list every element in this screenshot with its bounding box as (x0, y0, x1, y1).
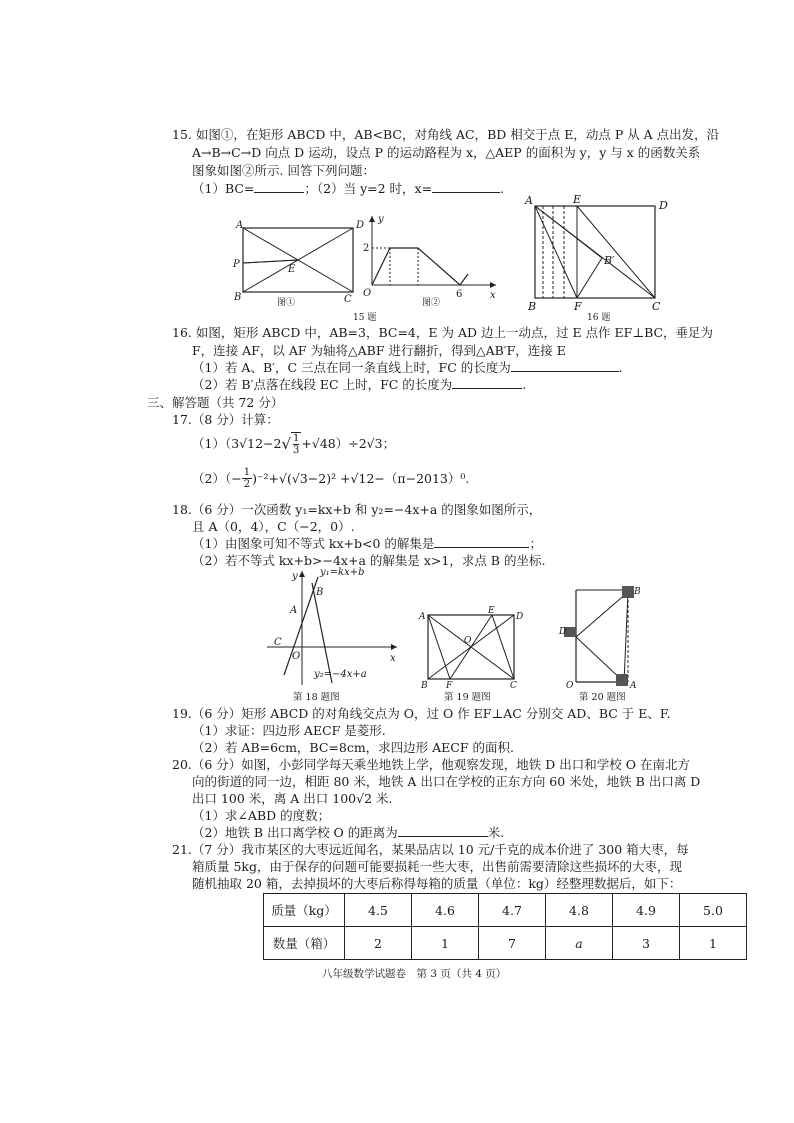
figure-20 (556, 582, 646, 690)
q18-line2: 且 A（0，4），C（−2，0）. (192, 519, 355, 534)
table-cell: 7 (479, 927, 546, 960)
q17-p2-den: 2 (243, 479, 251, 490)
q19-sub2: （2）若 AB=6cm，BC=8cm，求四边形 AECF 的面积. (192, 740, 514, 755)
q19-line1: 19.（6 分）矩形 ABCD 的对角线交点为 O，过 O 作 EF⊥AC 分别交 AD、BC 于 E、F. (172, 706, 671, 721)
fig15-graph-line (372, 248, 468, 285)
q20-line3: 出口 100 米，离 A 出口 100√2 米. (192, 791, 393, 806)
fig19-label-a: A (419, 612, 426, 622)
q15-sub1-label: （1）BC= (192, 181, 255, 196)
q16-line1: 16. 如图，矩形 ABCD 中，AB=3，BC=4，E 为 AD 边上一动点，过 E 点作 EF⊥BC，垂足为 (172, 325, 714, 340)
fig19-ef (450, 615, 492, 679)
q16-blank-1[interactable] (511, 371, 619, 372)
q18-semicolon: ； (529, 536, 542, 551)
fig16-label-b: B (528, 300, 537, 313)
fig19-label-o: O (464, 636, 472, 646)
table-header-cell: 质量（kg） (264, 894, 345, 927)
q16-sub1 (192, 359, 623, 377)
table-header-cell: 数量（箱） (264, 927, 345, 960)
q16-sub2 (192, 376, 526, 394)
q20-line2: 向的街道的同一边，相距 80 米，地铁 A 出口在学校的正东方向 60 米处，地铁 B 出口离 D (192, 774, 701, 789)
q16-sub2-dot: . (522, 377, 527, 392)
fig15-caption: 15 题 (353, 313, 377, 323)
q21-line3: 随机抽取 20 箱，去掉损坏的大枣后称得每箱的质量（单位：kg）经整理数据后，如下： (192, 876, 682, 891)
fig20-label-d: D (559, 627, 567, 637)
fig15-label-e: E (288, 264, 296, 275)
fig15-label-p: P (233, 259, 240, 270)
fig19-label-f: F (446, 681, 453, 691)
section-3-heading: 三、解答题（共 72 分） (147, 395, 284, 410)
fig19-label-b: B (421, 681, 428, 691)
fig15-1-caption: 图① (277, 298, 296, 308)
q16-sub1-dot: . (618, 360, 623, 375)
table-cell: 5.0 (680, 894, 747, 927)
q15-blank-2[interactable] (432, 192, 500, 193)
q15-sub2-label: ；（2）当 y=2 时，x= (304, 181, 433, 196)
table-cell: 4.6 (412, 894, 479, 927)
table-cell: 1 (412, 927, 479, 960)
fig18-label-y2: y₂=−4x+a (314, 669, 367, 680)
fig20-label-a: A (630, 681, 637, 691)
table-cell: 4.5 (345, 894, 412, 927)
q16-sub1-text: （1）若 A、B′，C 三点在同一条直线上时，FC 的长度为 (192, 360, 511, 375)
q15-subquestions (192, 180, 504, 198)
fig16-label-bprime: B′ (604, 254, 615, 267)
fig15-label-2: 2 (363, 243, 370, 254)
q17-p1-den: 3 (293, 445, 300, 456)
fig15-label-y: y (378, 214, 384, 225)
q15-line3: 图象如图②所示. 回答下列问题： (192, 163, 375, 178)
table-cell: 4.8 (546, 894, 613, 927)
q18-sub2: （2）若不等式 kx+b>−4x+a 的解集是 x>1，求点 B 的坐标. (192, 553, 546, 568)
fig19-label-d: D (516, 612, 524, 622)
q15-sub-end: . (500, 181, 505, 196)
fig18-label-x: x (390, 653, 396, 664)
q16-sub2-text: （2）若 B′点落在线段 EC 上时，FC 的长度为 (192, 377, 453, 392)
q20-blank[interactable] (398, 836, 488, 837)
fig18-label-y1: y₁=kx+b (320, 567, 365, 578)
fig15-label-6: 6 (456, 289, 463, 300)
table-cell: a (546, 927, 613, 960)
q18-line1: 18.（6 分）一次函数 y₁=kx+b 和 y₂=−4x+a 的图象如图所示， (172, 502, 542, 517)
fig16-af (535, 206, 577, 298)
fig16-caption: 16 题 (587, 313, 611, 323)
figure-18 (262, 565, 402, 690)
q18-blank-1[interactable] (434, 547, 529, 548)
q15-line2: A→B→C→D 向点 D 运动，设点 P 的运动路程为 x，△AEP 的面积为 y，y 与 x 的函数关系 (192, 145, 701, 160)
fig15-label-a: A (236, 220, 244, 231)
fig20-db (576, 592, 628, 637)
q17-p1-start: （1）（3√12−2 (192, 436, 282, 451)
fig18-label-y: y (292, 571, 298, 582)
q21-data-table (263, 893, 747, 960)
fig15-label-b: B (234, 292, 242, 303)
fig16-label-c: C (652, 300, 661, 313)
q18-sub1-text: （1）由图象可知不等式 kx+b<0 的解集是 (192, 536, 435, 551)
q17-p2-start: （2）（− (192, 470, 242, 486)
table-row (264, 927, 747, 960)
figure-15-2 (360, 210, 500, 300)
table-row (264, 894, 747, 927)
fig15-label-x: x (490, 290, 496, 301)
fig18-label-b: B (316, 587, 324, 598)
table-cell: 4.7 (479, 894, 546, 927)
fig16-label-d: D (659, 199, 668, 212)
q18-sub1 (192, 535, 542, 553)
figure-16 (520, 192, 680, 314)
page-footer: 八年级数学试题卷 第 3 页（共 4 页） (322, 968, 507, 980)
q17-p2-num: 1 (243, 467, 251, 478)
q17-p1-num: 1 (293, 433, 300, 444)
q19-sub1: （1）求证：四边形 AECF 是菱形. (192, 723, 386, 738)
q20-sub1: （1）求∠ABD 的度数； (192, 808, 331, 823)
fig19-caption: 第 19 题图 (444, 692, 491, 703)
fig15-segment (243, 260, 298, 263)
q17-part1: （1）（3√12−2 √ $\frac{1}{3}$ +√48）÷2√3； (192, 433, 396, 456)
table-cell: 2 (345, 927, 412, 960)
fig19-label-e: E (488, 606, 495, 616)
fig20-a-marker (616, 674, 628, 686)
fig15-label-o: O (363, 288, 372, 299)
q15-blank-1[interactable] (254, 192, 304, 193)
table-cell: 4.9 (613, 894, 680, 927)
q20-line1: 20.（6 分）如图，小彭同学每天乘坐地铁上学，他观察发现，地铁 D 出口和学校 O 在南北方 (172, 757, 690, 772)
q20-sub2 (192, 824, 504, 842)
fig20-caption: 第 20 题图 (579, 692, 626, 703)
fig18-line-y1 (284, 577, 318, 675)
q20-unit: 米. (487, 825, 505, 840)
fig15-label-d: D (356, 220, 365, 231)
fig16-label-a: A (525, 194, 533, 207)
q16-line2: F，连接 AF，以 AF 为轴将△ABF 进行翻折，得到△AB′F，连接 E (192, 343, 566, 358)
fig20-label-o: O (566, 681, 574, 691)
q17-p1-end: +√48）÷2√3； (301, 436, 396, 451)
q16-blank-2[interactable] (452, 388, 522, 389)
fig16-label-f: F (574, 300, 582, 313)
q17-p2-end: )⁻²+√(√3−2)² +√12−（π−2013）⁰. (252, 470, 470, 486)
fig18-label-c: C (274, 637, 282, 648)
q17-part2 (192, 467, 469, 490)
fig18-label-a: A (290, 605, 298, 616)
fig16-label-e: E (573, 193, 582, 206)
table-cell: 3 (613, 927, 680, 960)
fig18-line-y2 (312, 583, 332, 683)
q15-line1: 15. 如图①，在矩形 ABCD 中，AB<BC，对角线 AC，BD 相交于点 E，动点 P 从 A 点出发，沿 (172, 127, 720, 142)
fig15-2-caption: 图② (422, 298, 441, 308)
table-cell: 1 (680, 927, 747, 960)
fig18-label-o: O (292, 651, 301, 662)
fig15-label-c: C (344, 294, 352, 305)
q21-line2: 箱质量 5kg，由于保存的问题可能要损耗一些大枣，出售前需要清除这些损坏的大枣，现 (192, 859, 683, 874)
fig20-b-marker (622, 586, 634, 598)
fig19-label-c: C (510, 681, 517, 691)
q21-line1: 21.（7 分）我市某区的大枣远近闻名，某果品店以 10 元/千克的成本价进了 300 箱大枣，每 (172, 842, 689, 857)
q17-title: 17.（8 分）计算： (172, 412, 279, 427)
fig18-caption: 第 18 题图 (293, 692, 340, 703)
q20-sub2-text: （2）地铁 B 出口离学校 O 的距离为 (192, 825, 398, 840)
fig20-label-b: B (634, 587, 641, 597)
figure-19 (418, 605, 528, 690)
fig20-ab (624, 592, 628, 682)
